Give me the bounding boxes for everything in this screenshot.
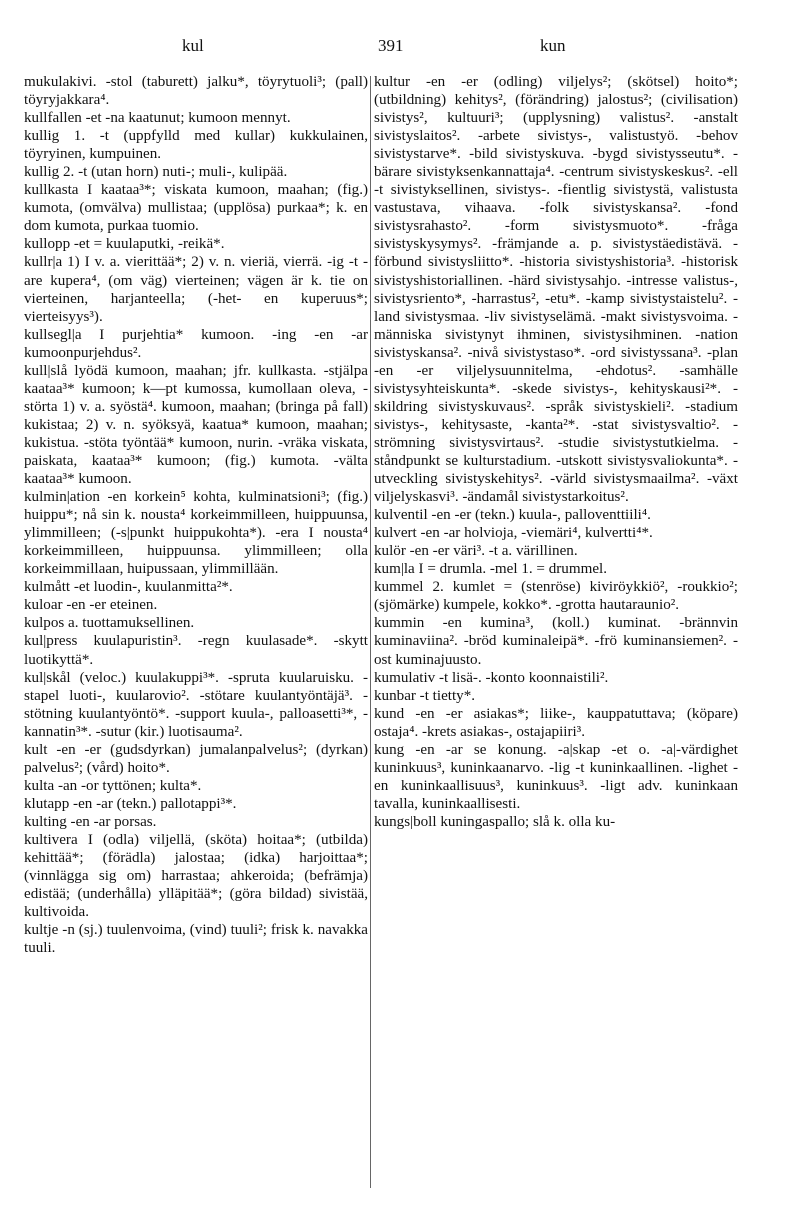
dictionary-entry: klutapp -en -ar (tekn.) pallotappi³*.: [24, 795, 237, 812]
dictionary-entry: kullr|a 1) I v. a. vierittää*; 2) v. n. vieriä, vierrä. -ig -t -are kupera⁴, (om väg) vierteinen; vägen är k. tie on vierteinen, harjanteella; (-het- en kuperuus*; vierteisyys³).: [24, 254, 368, 325]
dictionary-entry: kulmått -et luodin-, kuulanmitta²*.: [24, 579, 233, 596]
dictionary-entry: kuloar -en -er eteinen.: [24, 597, 158, 614]
header-last-word: kun: [540, 36, 566, 55]
header-first-word: kul: [182, 36, 204, 55]
dictionary-entry: kullkasta I kaataa³*; viskata kumoon, maahan; (fig.) kumota, (omvälva) mullistaa; (upplösa) purkaa*; k. en dom kumota, purkaa tuomio.: [24, 182, 368, 235]
dictionary-entry: kung -en -ar se konung. -a|skap -et o. -a|-värdighet kuninkuus³, kuninkaanarvo. -lig -t kuninkaallinen. -lighet -en kuninkaallisuus³, kuninkuus³. -ligt adv. kuninkaan tavalla, kuninkaallisesti.: [374, 741, 738, 812]
dictionary-entry: kulventil -en -er (tekn.) kuula-, palloventtiili⁴.: [374, 507, 651, 524]
dictionary-entry: kul|press kuulapuristin³. -regn kuulasade*. -skytt luotikyttä*.: [24, 633, 368, 668]
dictionary-entry: kultje -n (sj.) tuulenvoima, (vind) tuuli²; frisk k. navakka tuuli.: [24, 922, 368, 957]
dictionary-entry: kulting -en -ar porsas.: [24, 813, 157, 830]
dictionary-entry: kullfallen -et -na kaatunut; kumoon mennyt.: [24, 110, 291, 127]
dictionary-entry: kunbar -t tietty*.: [374, 687, 476, 704]
page-header: [0, 36, 792, 58]
dictionary-entry: kultivera I (odla) viljellä, (sköta) hoitaa*; (utbilda) kehittää*; (förädla) jalostaa; (idka) harjoittaa*; (vinnlägga sig om) harrastaa; ahkeroida; (befrämja) edistää; (underhålla) ylläpitää*; (göra bildad) sivistää, kultivoida.: [24, 831, 368, 921]
dictionary-entry: kum|la I = drumla. -mel 1. = drummel.: [374, 561, 607, 578]
dictionary-entry: kulpos a. tuottamuksellinen.: [24, 615, 195, 632]
dictionary-entry: kulmin|ation -en korkein⁵ kohta, kulminatsioni³; (fig.) huippu*; nå sin k. nousta⁴ korkeimmilleen, huippuunsa, ylimmilleen; (-s|punkt huippukohta*). -era I nousta⁴ korkeimmilleen, huippuunsa. ylimmilleen; olla korkeimmillaan, huipussaan, ylimmillään.: [24, 489, 368, 578]
dictionary-entry: mukulakivi. -stol (taburett) jalku*, töyrytuoli³; (pall) töyryjakkara⁴.: [24, 74, 368, 109]
right-column: [374, 73, 738, 831]
dictionary-entry: kullsegl|a I purjehtia* kumoon. -ing -en -ar kumoonpurjehdus².: [24, 326, 368, 361]
dictionary-entry: kultur -en -er (odling) viljelys²; (skötsel) hoito*; (utbildning) kehitys², (förändring) jalostus²; (civilisation) sivistys², kultuuri³; (upplysning) valistus². -anstalt sivistyslaitos². -arbete sivistys-, valistustyö. -behov sivistystarve*. -bild sivistyskuva. -bygd sivistysseutu*. -bärare sivistyksenkannattaja⁴. -centrum sivistyskeskus². -ell -t sivistyksellinen, sivistys-. -fientlig sivistystä, valistusta vastustava, vihaava. -folk sivistyskansa². -fond sivistysrahasto². -form sivistysmuoto*. -fråga sivistyskysymys². -främjande a. p. sivistystäedistävä. -förbund sivistysliitto*. -historia sivistyshistoria³. -historisk sivistyshistoriallinen. -härd sivistysahjo. -intresse valistus-, sivistysriento*, -harrastus², -etu*. -kamp sivistystaistelu². -land sivistysmaa. -liv sivistyselämä. -makt sivistysvoima. -människa sivistynyt ihminen, sivistysihminen. -nation sivistyskansa². -nivå sivistystaso*. -ord sivistyssana³. -plan -en -er viljelysuunnitelma, -ehdotus². -samhälle sivistysyhteiskunta*. -skede sivistys-, kehityskausi²*. -skildring sivistyskuvaus². -språk sivistyskieli². -stadium sivistys-, kehitysaste, -kanta²*. -stat sivistysvaltio². -strömning sivistysvirtaus². -studie sivistystutkielma. -ståndpunkt se kulturstadium. -utskott sivistysvaliokunta*. -utveckling sivistyskehitys². -värld sivistysmaailma². -växt viljelyskasvi³. -ändamål sivistystarkoitus².: [374, 74, 738, 506]
dictionary-entry: kulvert -en -ar holvioja, -viemäri⁴, kulvertti⁴*.: [374, 525, 653, 542]
dictionary-entry: kullig 1. -t (uppfylld med kullar) kukkulainen, töyryinen, kumpuinen.: [24, 128, 368, 163]
dictionary-entry: kungs|boll kuningaspallo; slå k. olla ku-: [374, 813, 616, 830]
dictionary-entry: kund -en -er asiakas*; liike-, kauppatuttava; (köpare) ostaja⁴. -krets asiakas-, ostajapiiri³.: [374, 705, 738, 740]
dictionary-entry: kumulativ -t lisä-. -konto koonnaistili².: [374, 669, 609, 686]
dictionary-entry: kul|skål (veloc.) kuulakuppi³*. -spruta kuularuisku. -stapel luoti-, kuularovio². -stötare kuulantyöntäjä³. -stötning kuulantyöntö*. -support kuula-, palloasetti³*, -kannatin³*. -sutur (kir.) luotisauma².: [24, 669, 368, 740]
page-number: 391: [378, 36, 404, 55]
dictionary-entry: kullopp -et = kuulaputki, -reikä*.: [24, 236, 225, 253]
dictionary-entry: kull|slå lyödä kumoon, maahan; jfr. kullkasta. -stjälpa kaataa³* kumoon; k—pt kumossa, kumollaan oleva, -störta 1) v. a. syöstä⁴. kumoon, maahan; (bringa på fall) kukistaa; 2) v. n. syöksyä, kaatua* kumoon, maahan; kukistua. -stöta työntää* kumoon, nurin. -vräka viskata, paiskata, kaataa³* kumoon; (fig.) kumota. -välta kaataa³* kumoon.: [24, 362, 368, 488]
column-divider: [370, 76, 371, 1188]
dictionary-entry: kullig 2. -t (utan horn) nuti-; muli-, kulipää.: [24, 164, 288, 181]
dictionary-entry: kulta -an -or tyttönen; kulta*.: [24, 777, 202, 794]
left-column: [24, 73, 368, 957]
dictionary-entry: kummel 2. kumlet = (stenröse) kiviröykkiö², -roukkio²; (sjömärke) kumpele, kokko*. -grotta hautaraunio².: [374, 579, 738, 614]
dictionary-entry: kummin -en kumina³, (koll.) kuminat. -brännvin kuminaviina². -bröd kuminaleipä*. -frö kuminansiemen². -ost kuminajuusto.: [374, 615, 738, 668]
dictionary-entry: kulör -en -er väri³. -t a. värillinen.: [374, 543, 578, 560]
dictionary-entry: kult -en -er (gudsdyrkan) jumalanpalvelus²; (dyrkan) palvelus²; (vård) hoito*.: [24, 741, 368, 776]
